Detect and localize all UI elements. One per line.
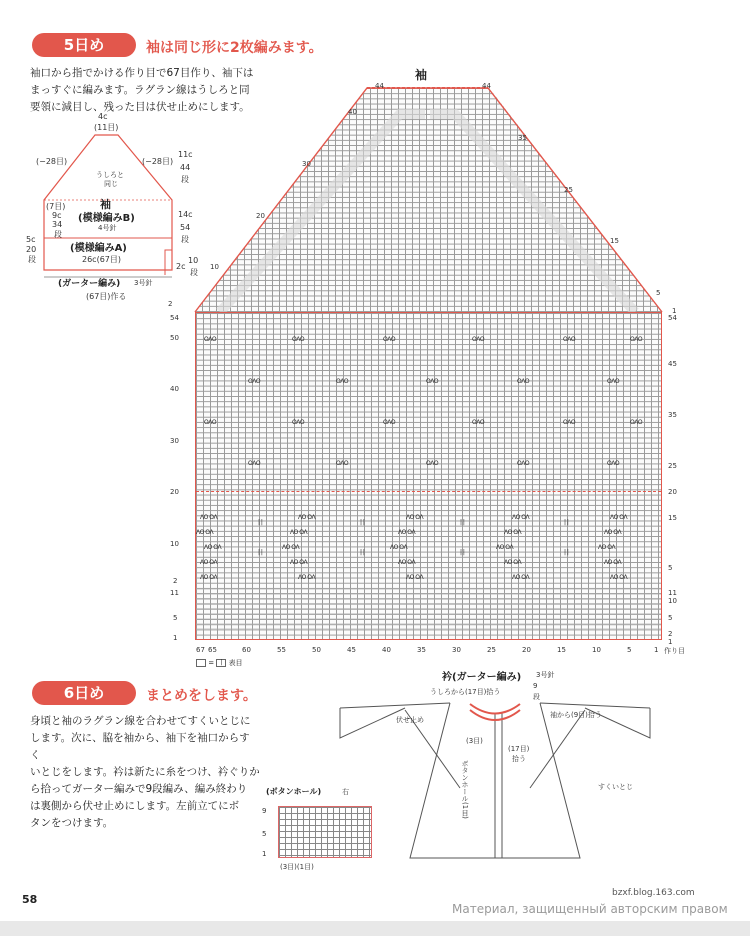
legend-rev: 表目 xyxy=(228,659,243,667)
collar-bind-off: 伏せ止め xyxy=(396,716,424,724)
lower-left-10: 10 xyxy=(170,540,179,548)
upper-left-30: 30 xyxy=(302,160,311,168)
left-34-label: 34 xyxy=(52,220,63,229)
watermark-text: Материал, защищенный авторским правом xyxy=(452,902,728,916)
step5-badge: 5日め xyxy=(32,33,136,57)
upper-left-40: 40 xyxy=(348,108,357,116)
buttonhole-suffix: 右 xyxy=(342,788,349,796)
step6-description: 身頃と袖のラグラン線を合わせてすくいとじに します。次に、脇を袖から、袖下を袖口からすく いとじをします。衿は新たに糸をつけ、衿ぐりか ら拾ってガーター編みで9段編み、編み終わり は裏側から伏せ止めにします。左前立てにボ タンをつけます。 xyxy=(30,715,260,829)
col-55: 55 xyxy=(277,646,286,654)
collar-front-3: (3目) xyxy=(466,737,483,745)
buttonhole-row-9: 9 xyxy=(262,807,267,815)
raglan-outline xyxy=(160,64,695,324)
top-stitch-label: (11目) xyxy=(94,123,119,132)
mark-bar: | | xyxy=(360,549,365,556)
lower-right-45: 45 xyxy=(668,360,677,368)
col-5: 5 xyxy=(627,646,632,654)
col-15: 15 xyxy=(557,646,566,654)
col-40: 40 xyxy=(382,646,391,654)
right-11c-label: 11c xyxy=(178,150,193,159)
left-dan2-label: 段 xyxy=(28,255,36,264)
step6-heading: まとめをします。 xyxy=(146,688,257,704)
pattern-boundary xyxy=(196,491,661,493)
mark-row-a: ΛO OΛ xyxy=(406,514,424,521)
legend-empty-box xyxy=(196,659,206,667)
mark-row-a: ΛO OΛ xyxy=(298,514,316,521)
right-14c-label: 14c xyxy=(178,210,193,219)
right-2c-label: 2c xyxy=(176,262,186,271)
lower-right-10: 10 xyxy=(668,597,677,605)
collar-back-pick: うしろから(17目)拾う xyxy=(430,688,501,696)
mark-bar: | | xyxy=(258,549,263,556)
mark-row-a: ΛO OΛ xyxy=(604,529,622,536)
mark-row-a: ΛO OΛ xyxy=(504,529,522,536)
lower-left-11: 11 xyxy=(170,589,179,597)
mark-oao: OΛO xyxy=(426,378,439,385)
lower-left-40: 40 xyxy=(170,385,179,393)
mark-row-a: ΛO OΛ xyxy=(604,559,622,566)
chart-top-left-44: 44 xyxy=(375,82,384,90)
mark-row-a: ΛO OΛ xyxy=(204,544,222,551)
lower-right-11: 11 xyxy=(668,589,677,597)
mark-row-a: ΛO OΛ xyxy=(512,574,530,581)
lower-left-5: 5 xyxy=(173,614,178,622)
legend-eq: = xyxy=(208,659,217,667)
same-as-back-1: うしろと xyxy=(96,171,124,179)
left-9c-label: 9c xyxy=(52,211,62,220)
mark-bar: | | xyxy=(258,519,263,526)
upper-right-25: 25 xyxy=(564,186,573,194)
col-67: 67 xyxy=(196,646,205,654)
mark-oao: OΛO xyxy=(336,378,349,385)
mark-bar: | | xyxy=(460,519,465,526)
col-10: 10 xyxy=(592,646,601,654)
mark-oao: OΛO xyxy=(292,336,305,343)
col-45: 45 xyxy=(347,646,356,654)
right-decrease-label: (−28目) xyxy=(142,157,174,166)
site-url: bzxf.blog.163.com xyxy=(612,888,695,898)
garter-label: (ガーター編み) xyxy=(58,279,121,289)
collar-buttonhole: ボタンホール(1目) xyxy=(461,760,469,819)
mark-bar: | | xyxy=(564,549,569,556)
mark-oao: OΛO xyxy=(204,419,217,426)
buttonhole-row-5: 5 xyxy=(262,830,267,838)
mark-row-a: ΛO OΛ xyxy=(598,544,616,551)
right-dan2-label: 段 xyxy=(181,235,189,244)
mark-oao: OΛO xyxy=(563,336,576,343)
col-65: 65 xyxy=(208,646,217,654)
top-width-label: 4c xyxy=(98,112,108,121)
buttonhole-grid xyxy=(278,806,372,858)
mark-oao: OΛO xyxy=(630,336,643,343)
chart-top-right-44: 44 xyxy=(482,82,491,90)
lower-right-20: 20 xyxy=(668,488,677,496)
mark-oao: OΛO xyxy=(248,460,261,467)
col-35: 35 xyxy=(417,646,426,654)
col-30: 30 xyxy=(452,646,461,654)
buttonhole-section xyxy=(258,786,378,876)
chart-title: 袖 xyxy=(415,68,428,82)
lower-left-1: 1 xyxy=(173,634,178,642)
lower-right-5: 5 xyxy=(668,564,673,572)
buttonhole-bottom: (3目)(1目) xyxy=(280,863,314,871)
mark-oao: OΛO xyxy=(607,378,620,385)
lower-right-54: 54 xyxy=(668,314,677,322)
lower-left-30: 30 xyxy=(170,437,179,445)
mark-row-a: ΛO OΛ xyxy=(406,574,424,581)
mark-oao: OΛO xyxy=(336,460,349,467)
col-20: 20 xyxy=(522,646,531,654)
right-dan3-label: 段 xyxy=(190,268,198,277)
mark-oao: OΛO xyxy=(472,336,485,343)
right-dan-label: 段 xyxy=(181,175,189,184)
mark-row-a: ΛO OΛ xyxy=(398,529,416,536)
col-25: 25 xyxy=(487,646,496,654)
right-44-label: 44 xyxy=(180,163,191,172)
start-label: 作り目 xyxy=(664,647,685,655)
mark-oao: OΛO xyxy=(204,336,217,343)
mark-oao: OΛO xyxy=(630,419,643,426)
buttonhole-title: (ボタンホール) xyxy=(266,787,322,796)
cast-on-label: (67目)作る xyxy=(86,292,127,301)
mark-row-a: ΛO OΛ xyxy=(504,559,522,566)
upper-right-15: 15 xyxy=(610,237,619,245)
mark-row-a: ΛO OΛ xyxy=(496,544,514,551)
step5-heading: 袖は同じ形に2枚編みます。 xyxy=(146,40,323,56)
assembly-outline xyxy=(330,668,660,868)
collar-dan: 段 xyxy=(533,693,540,701)
schematic-title: 袖 xyxy=(100,198,111,211)
mark-row-a: ΛO OΛ xyxy=(298,574,316,581)
step5-description: 袖口から指でかける作り目で67目作り、袖下は まっすぐに編みます。ラグラン線はうしろと同 要領に減目し、残った目は伏せ止めにします。 xyxy=(30,67,254,113)
mark-row-a: ΛO OΛ xyxy=(398,559,416,566)
collar-9: 9 xyxy=(533,682,538,690)
upper-left-20: 20 xyxy=(256,212,265,220)
page-number: 58 xyxy=(22,893,38,906)
upper-right-5: 5 xyxy=(656,289,661,297)
mark-row-a: ΛO OΛ xyxy=(290,559,308,566)
collar-needle: 3号針 xyxy=(536,671,555,679)
lower-right-15: 15 xyxy=(668,514,677,522)
mark-oao: OΛO xyxy=(563,419,576,426)
mark-row-a: ΛO OΛ xyxy=(290,529,308,536)
buttonhole-row-1: 1 xyxy=(262,850,267,858)
garter-band xyxy=(196,588,661,632)
lower-right-25: 25 xyxy=(668,462,677,470)
mark-oao: OΛO xyxy=(517,378,530,385)
mark-row-a: ΛO OΛ xyxy=(610,514,628,521)
lower-left-50: 50 xyxy=(170,334,179,342)
mark-bar: | | xyxy=(460,549,465,556)
collar-front-17: (17目) xyxy=(508,745,530,753)
lower-left-20: 20 xyxy=(170,488,179,496)
col-60: 60 xyxy=(242,646,251,654)
mark-oao: OΛO xyxy=(292,419,305,426)
mark-oao: OΛO xyxy=(383,336,396,343)
collar-seam: すくいとじ xyxy=(598,783,633,791)
width-26c-label: 26c(67目) xyxy=(82,255,121,264)
mark-oao: OΛO xyxy=(248,378,261,385)
upper-right-35: 35 xyxy=(518,134,527,142)
mark-row-a: ΛO OΛ xyxy=(610,574,628,581)
lower-right-5b: 5 xyxy=(668,614,673,622)
pattern-b-label: (模様編みB) xyxy=(78,213,135,224)
lower-right-35: 35 xyxy=(668,411,677,419)
same-as-back-2: 同じ xyxy=(104,180,118,188)
mark-row-a: ΛO OΛ xyxy=(200,574,218,581)
legend-bar-box: | xyxy=(216,659,226,667)
needle-4-label: 4号針 xyxy=(98,224,117,232)
upper-left-10: 10 xyxy=(210,263,219,271)
needle-3-label: 3号針 xyxy=(134,279,153,287)
mark-oao: OΛO xyxy=(426,460,439,467)
step6-badge: 6日め xyxy=(32,681,136,705)
mark-row-a: ΛO OΛ xyxy=(200,514,218,521)
mark-bar: | | xyxy=(360,519,365,526)
left-dan-label: 段 xyxy=(54,230,62,239)
lower-right-1: 1 xyxy=(668,638,673,646)
sleeve-chart xyxy=(160,64,695,674)
mark-oao: OΛO xyxy=(472,419,485,426)
left-7-label: (7目) xyxy=(46,202,66,211)
collar-sleeve-pick: 袖から(9目)拾う xyxy=(550,711,602,719)
mark-row-a: ΛO OΛ xyxy=(196,529,214,536)
mark-row-a: ΛO OΛ xyxy=(200,559,218,566)
col-50: 50 xyxy=(312,646,321,654)
mark-oao: OΛO xyxy=(607,460,620,467)
mark-bar: | | xyxy=(564,519,569,526)
collar-front-pick: 拾う xyxy=(512,755,526,763)
watermark-bar xyxy=(0,921,750,936)
mark-row-a: ΛO OΛ xyxy=(512,514,530,521)
lower-left-54: 54 xyxy=(170,314,179,322)
pattern-a-label: (模様編みA) xyxy=(70,243,127,254)
left-decrease-label: (−28目) xyxy=(36,157,68,166)
collar-title: 衿(ガーター編み) xyxy=(442,672,522,683)
collar-diagram xyxy=(330,668,660,868)
left-5c-label: 5c xyxy=(26,235,36,244)
mark-oao: OΛO xyxy=(517,460,530,467)
lower-left-2: 2 xyxy=(173,577,178,585)
mark-oao: OΛO xyxy=(383,419,396,426)
right-10-label: 10 xyxy=(188,256,199,265)
mark-row-a: ΛO OΛ xyxy=(390,544,408,551)
left-20-label: 20 xyxy=(26,245,37,254)
lower-right-2: 2 xyxy=(668,630,673,638)
upper-right-1: 1 xyxy=(672,307,677,315)
legend xyxy=(196,658,243,668)
col-1: 1 xyxy=(654,646,659,654)
right-54-label: 54 xyxy=(180,223,191,232)
upper-left-2: 2 xyxy=(168,300,173,308)
mark-row-a: ΛO OΛ xyxy=(282,544,300,551)
